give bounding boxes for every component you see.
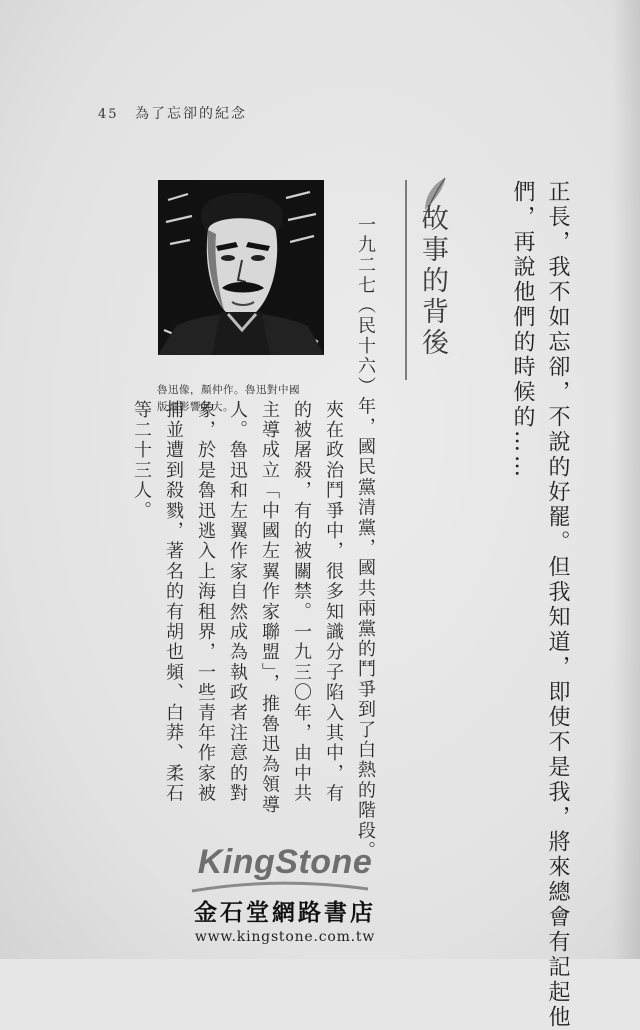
chapter-title: 為了忘卻的紀念 <box>135 106 247 122</box>
lu-xun-woodcut-portrait <box>158 180 324 355</box>
story-behind-heading <box>405 180 453 390</box>
story-column: 人。魯迅和左翼作家自然成為執政者注意的對 <box>227 400 248 804</box>
store-name: 金石堂網路書店 <box>194 899 376 926</box>
story-column: 夾在政治鬥爭中，很多知識分子陷入其中，有 <box>323 400 344 804</box>
story-column: 的被屠殺，有的被關禁。一九三〇年，由中共 <box>291 400 312 804</box>
running-header <box>98 103 247 123</box>
main-text-column-2: 們，再說他們的時候的…… <box>510 180 535 480</box>
caption-line: 版畫影響甚大。 <box>157 401 234 413</box>
caption-line: 魯迅像，顏仲作。魯迅對中國 <box>157 384 300 396</box>
logo-text: KingStone <box>197 843 373 881</box>
kingstone-logo <box>170 843 400 882</box>
section-heading: 故事的背後 <box>417 204 448 359</box>
story-column: 象，於是魯迅逃入上海租界，一些青年作家被 <box>195 400 216 804</box>
page-shadow <box>612 0 640 959</box>
portrait-caption <box>157 382 337 416</box>
main-text-column-1: 正長，我不如忘卻，不說的好罷。但我知道，即使不是我，將來總會有記起他 <box>545 180 570 1030</box>
story-column: 等二十三人。 <box>131 400 152 522</box>
story-column: 主導成立「中國左翼作家聯盟」，推魯迅為領導 <box>259 400 280 816</box>
swoosh-icon <box>190 879 370 895</box>
story-column: 捕並遭到殺戮，著名的有胡也頻、白莽、柔石 <box>163 400 184 804</box>
page-number: 45 <box>98 107 119 122</box>
kingstone-watermark <box>170 843 400 945</box>
heading-divider <box>405 180 407 380</box>
store-url: www.kingstone.com.tw <box>194 929 376 945</box>
story-column: 一九二七（民十六）年，國民黨清黨，國共兩黨的鬥爭到了白熱的階段。 <box>355 215 376 862</box>
